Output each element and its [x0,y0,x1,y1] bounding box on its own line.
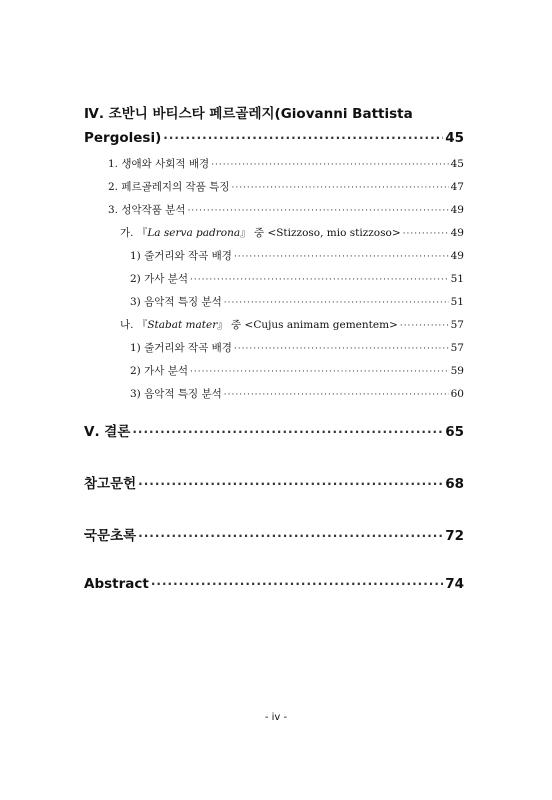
toc-entry-page: 65 [445,424,464,440]
toc-entry-work-title: La serva padrona [147,227,241,239]
toc-entry-page: 74 [445,576,464,592]
toc-entry-section-3b2[interactable] [130,363,464,378]
toc-entry-title: 1. 생애와 사회적 배경 [108,158,210,170]
toc-entry-chapter-5[interactable] [84,420,464,440]
toc-entry-prefix: 가. 『 [120,227,148,239]
dot-leader [190,367,449,377]
toc-entry-chapter-4[interactable] [84,130,464,146]
toc-entry-suffix: 』 중 <Cujus animam gementem> [217,319,398,331]
toc-entry-section-3a1[interactable] [130,248,464,263]
toc-entry-page: 49 [450,227,464,239]
toc-entry-page: 49 [450,250,464,262]
toc-entry-section-2[interactable] [108,179,464,194]
toc-entry-prefix: 나. 『 [120,319,148,331]
dot-leader [224,298,449,308]
dot-leader [151,577,443,591]
toc-entry-page: 57 [450,342,464,354]
page-number: - iv - [264,712,288,723]
toc-entry-section-3b3[interactable] [130,386,464,401]
toc-entry-abstract[interactable] [84,576,464,592]
dot-leader [138,477,443,491]
dot-leader [403,229,449,239]
dot-leader [231,183,448,193]
toc-entry-title: Abstract [84,576,149,592]
toc-entry-section-3a3[interactable] [130,294,464,309]
toc-entry-page: 45 [450,158,464,170]
toc-entry-page: 45 [445,130,464,146]
toc-entry-suffix: 』 중 <Stizzoso, mio stizzoso> [240,227,401,239]
toc-entry-title: 국문초록 [84,528,137,544]
toc-entry-title: 3. 성악작품 분석 [108,204,186,216]
toc-entry-page: 51 [450,273,464,285]
toc-entry-page: 68 [445,476,464,492]
dot-leader [132,425,443,439]
toc-entry-section-1[interactable] [108,156,464,171]
dot-leader [400,321,449,331]
dot-leader [188,206,449,216]
toc-entry-work-title: Stabat mater [147,319,218,331]
dot-leader [138,529,443,543]
dot-leader [224,390,449,400]
toc-entry-section-3a2[interactable] [130,271,464,286]
dot-leader [234,344,449,354]
toc-entry-section-3[interactable] [108,202,464,217]
toc-entry-page: 47 [450,181,464,193]
toc-entry-title: 3) 음악적 특징 분석 [130,296,222,308]
toc-entry-title [120,225,401,240]
toc-entry-section-3b[interactable] [120,317,464,332]
toc-entry-title: 2) 가사 분석 [130,365,189,377]
toc-entry-title: 3) 음악적 특징 분석 [130,388,222,400]
toc-entry-title: Ⅴ. 결론 [84,424,131,440]
toc-entry-section-3a[interactable] [120,225,464,240]
toc-entry-title: 1) 줄거리와 작곡 배경 [130,342,232,354]
toc-entry-title: 1) 줄거리와 작곡 배경 [130,250,232,262]
toc-entry-page: 60 [450,388,464,400]
toc-entry-page: 57 [450,319,464,331]
toc-chapter-4-title-line1: Ⅳ. 조반니 바티스타 페르골레지(Giovanni Battista [84,106,413,122]
toc-entry-title: 참고문헌 [84,476,137,492]
dot-leader [211,160,448,170]
dot-leader [163,131,443,145]
dot-leader [190,275,449,285]
toc-entry-page: 72 [445,528,464,544]
toc-entry-page: 59 [450,365,464,377]
toc-entry-title: 2) 가사 분석 [130,273,189,285]
toc-entry-references[interactable] [84,472,464,492]
toc-entry-title: Pergolesi) [84,130,162,146]
toc-entry-title [120,317,398,332]
toc-entry-page: 49 [450,204,464,216]
toc-entry-title: 2. 페르골레지의 작품 특징 [108,181,230,193]
toc-entry-section-3b1[interactable] [130,340,464,355]
toc-entry-korean-abstract[interactable] [84,524,464,544]
dot-leader [234,252,449,262]
toc-entry-page: 51 [450,296,464,308]
